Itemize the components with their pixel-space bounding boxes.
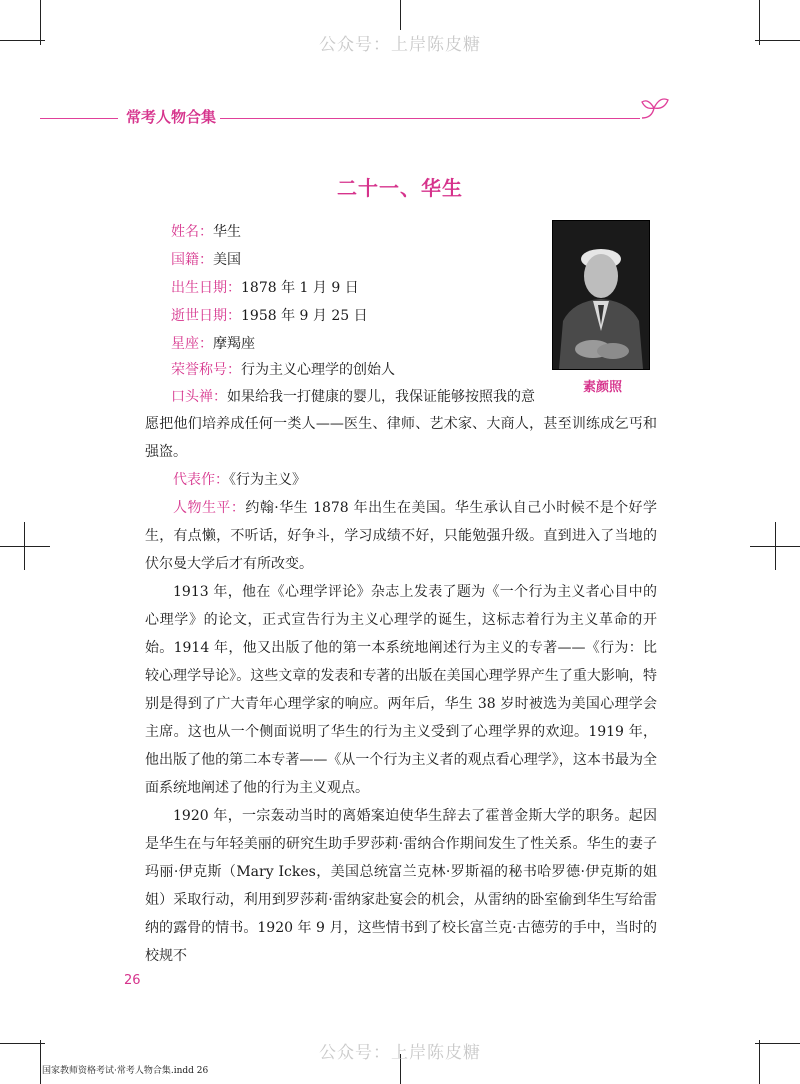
info-value: 摩羯座 xyxy=(213,336,255,352)
header-title: 常考人物合集 xyxy=(126,108,217,126)
header-line-right xyxy=(220,118,640,119)
info-birth xyxy=(171,278,359,298)
info-value: 如果给我一打健康的婴儿，我保证能够按照我的意 xyxy=(227,389,535,405)
crop-mark xyxy=(400,0,401,30)
paragraph: 1913 年，他在《心理学评论》杂志上发表了题为《一个行为主义者心目中的心理学》的论文，正式宣告行为主义心理学的诞生，这标志着行为主义革命的开始。1914 年，他又出版了他的第一本系统地阐述行为主义的专著——《行为：比较心理学导论》。这些文章的发表和专著的出版在美国心理学界产生了重大影响，特别是得到了广大青年心理学家的响应。两年后，华生 38 岁时被选为美国心理学会主席。这也从一个侧面说明了华生的行为主义受到了心理学界的欢迎。1919 年，他出版了他的第二本专著——《从一个行为主义者的观点看心理学》，这本书最为全面系统地阐述了他的行为主义观点。 xyxy=(145,584,657,796)
crop-mark xyxy=(0,546,50,547)
info-label: 星座： xyxy=(171,336,213,352)
info-label: 口头禅： xyxy=(171,389,227,405)
info-country xyxy=(171,250,241,270)
info-label: 逝世日期： xyxy=(171,308,241,324)
header-line-left xyxy=(40,118,118,119)
crop-mark xyxy=(775,522,776,570)
info-value: 美国 xyxy=(213,252,241,268)
info-value: 1958 年 9 月 25 日 xyxy=(241,308,368,324)
info-value: 华生 xyxy=(213,224,241,240)
page-number: 26 xyxy=(124,973,141,988)
info-label: 出生日期： xyxy=(171,280,241,296)
photo-caption: 素颜照 xyxy=(583,380,623,395)
paragraph: 1920 年，一宗轰动当时的离婚案迫使华生辞去了霍普金斯大学的职务。起因是华生在与年轻美丽的研究生助手罗莎莉·雷纳合作期间发生了性关系。华生的妻子玛丽·伊克斯（Mary Ickes，美国总统富兰克林·罗斯福的秘书哈罗德·伊克斯的姐姐）采取行动，利用到罗莎莉·雷纳家赴宴会的机会，从雷纳的卧室偷到华生写给雷纳的露骨的情书。1920 年 9 月，这些情书到了校长富兰克·古德劳的手中，当时的校规不 xyxy=(145,808,657,964)
sprout-icon xyxy=(640,92,670,122)
portrait-photo xyxy=(552,220,650,370)
info-death xyxy=(171,306,368,326)
info-motto xyxy=(171,387,535,407)
info-label: 国籍： xyxy=(171,252,213,268)
footer-filename: 国家教师资格考试·常考人物合集.indd 26 xyxy=(42,1066,209,1076)
watermark-top: 公众号：上岸陈皮糖 xyxy=(319,35,481,55)
portrait-figure-icon xyxy=(553,221,649,369)
info-value: 1878 年 1 月 9 日 xyxy=(241,280,359,296)
crop-mark xyxy=(24,522,25,570)
info-label: 荣誉称号： xyxy=(171,362,241,378)
bio-value: 约翰·华生 1878 年出生在美国。华生承认自己小时候不是个好学生，有点懒，不听话，好争斗，学习成绩不好，只能勉强升级。直到进入了当地的伏尔曼大学后才有所改变。 xyxy=(145,500,658,572)
biography-intro xyxy=(145,494,657,578)
info-label: 姓名： xyxy=(171,224,213,240)
info-name xyxy=(171,222,241,242)
work-value: 《行为主义》 xyxy=(229,472,306,488)
watermark-bottom: 公众号：上岸陈皮糖 xyxy=(319,1043,481,1063)
motto-continuation: 愿把他们培养成任何一类人——医生、律师、艺术家、大商人，甚至训练成乞丐和强盗。 xyxy=(145,416,657,460)
representative-work xyxy=(145,466,657,494)
info-value: 行为主义心理学的创始人 xyxy=(241,362,395,378)
bio-label: 人物生平： xyxy=(173,500,246,516)
work-label: 代表作： xyxy=(173,472,229,488)
info-honor xyxy=(171,360,395,380)
chapter-title: 二十一、华生 xyxy=(337,176,463,200)
info-sign xyxy=(171,334,255,354)
